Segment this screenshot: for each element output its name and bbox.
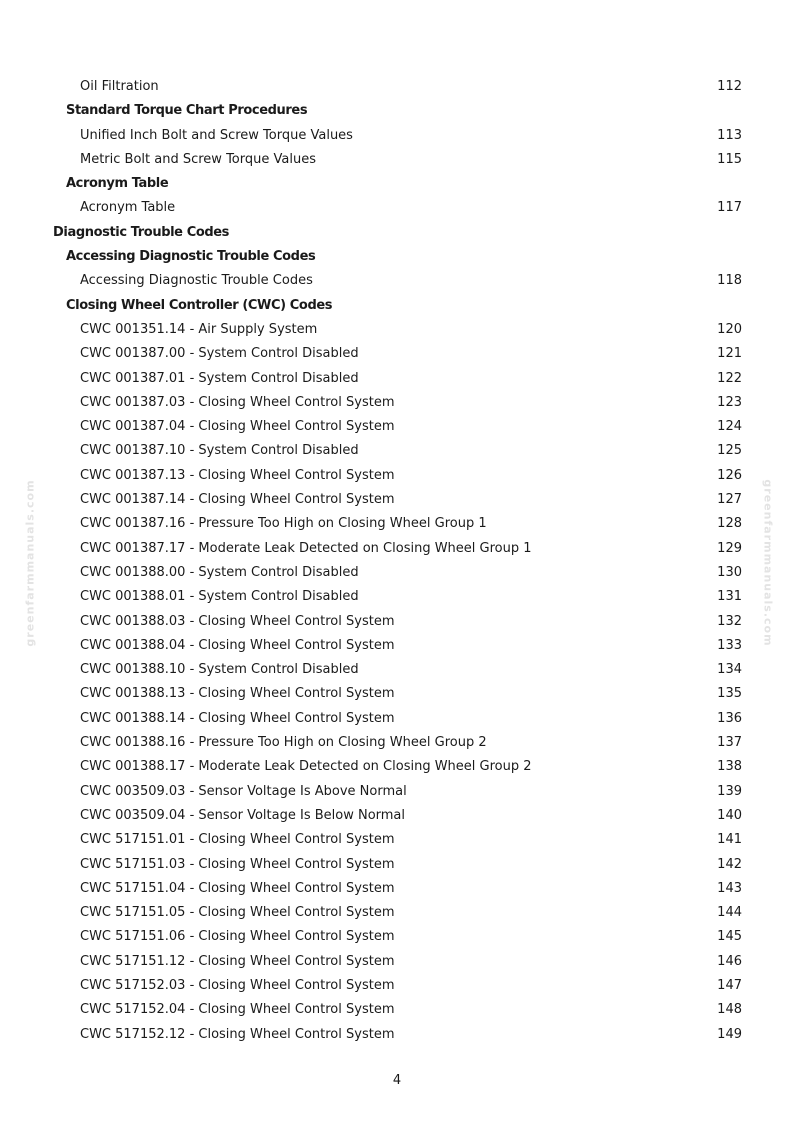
toc-entry[interactable] — [0, 755, 794, 779]
toc-entry-label: CWC 001387.04 - Closing Wheel Control System — [80, 419, 395, 435]
page-number: 4 — [392, 1073, 402, 1088]
toc-entry[interactable] — [0, 901, 794, 925]
toc-entry-label: CWC 001388.04 - Closing Wheel Control System — [80, 637, 395, 653]
toc-entry-label: CWC 517151.05 - Closing Wheel Control System — [80, 905, 395, 921]
toc-entry-page: 135 — [717, 686, 742, 702]
toc-entry-page: 139 — [717, 783, 742, 799]
toc-entry-label: Unified Inch Bolt and Screw Torque Values — [80, 127, 353, 143]
toc-entry[interactable] — [0, 342, 794, 366]
toc-entry-page: 123 — [717, 394, 742, 410]
toc-entry-page: 130 — [717, 564, 742, 580]
toc-entry-label: CWC 517151.06 - Closing Wheel Control System — [80, 929, 395, 945]
toc-entry-label: Closing Wheel Controller (CWC) Codes — [66, 297, 333, 313]
toc-entry[interactable] — [0, 269, 794, 293]
toc-entry-label: CWC 517151.01 - Closing Wheel Control System — [80, 832, 395, 848]
toc-entry-label: CWC 001388.16 - Pressure Too High on Closing Wheel Group 2 — [80, 735, 487, 751]
toc-heading[interactable] — [0, 99, 794, 123]
toc-entry[interactable] — [0, 439, 794, 463]
toc-entry-label: CWC 003509.04 - Sensor Voltage Is Below Normal — [80, 807, 406, 823]
toc-entry-label: CWC 001388.14 - Closing Wheel Control System — [80, 710, 395, 726]
toc-entry-page: 113 — [717, 127, 742, 143]
toc-entry-page: 122 — [717, 370, 742, 386]
toc-entry-page: 141 — [717, 832, 742, 848]
watermark-left: greenfarmmanuals.com — [23, 479, 37, 647]
toc-entry-page: 126 — [717, 467, 742, 483]
toc-entry-page: 136 — [717, 710, 742, 726]
toc-entry[interactable] — [0, 877, 794, 901]
toc-entry[interactable] — [0, 707, 794, 731]
toc-entry[interactable] — [0, 1023, 794, 1047]
watermark-right: greenfarmmanuals.com — [761, 479, 775, 647]
toc-entry-label: CWC 001388.13 - Closing Wheel Control System — [80, 686, 395, 702]
toc-entry[interactable] — [0, 974, 794, 998]
toc-entry[interactable] — [0, 658, 794, 682]
toc-entry[interactable] — [0, 731, 794, 755]
toc-heading[interactable] — [0, 294, 794, 318]
toc-entry-page: 120 — [717, 321, 742, 337]
toc-entry[interactable] — [0, 367, 794, 391]
toc-entry[interactable] — [0, 148, 794, 172]
toc-entry[interactable] — [0, 537, 794, 561]
toc-entry[interactable] — [0, 780, 794, 804]
toc-entry-label: CWC 001387.16 - Pressure Too High on Closing Wheel Group 1 — [80, 516, 487, 532]
toc-heading[interactable] — [0, 172, 794, 196]
toc-entry-page: 133 — [717, 637, 742, 653]
toc-entry-page: 147 — [717, 977, 742, 993]
toc-entry-label: CWC 517151.12 - Closing Wheel Control System — [80, 953, 395, 969]
toc-entry-page: 129 — [717, 540, 742, 556]
toc-entry-page: 127 — [717, 492, 742, 508]
toc-entry-label: Metric Bolt and Screw Torque Values — [80, 151, 316, 167]
toc-entry-page: 145 — [717, 929, 742, 945]
toc-entry[interactable] — [0, 561, 794, 585]
toc-entry-page: 124 — [717, 419, 742, 435]
toc-entry-page: 121 — [717, 346, 742, 362]
toc-entry-label: CWC 001387.01 - System Control Disabled — [80, 370, 359, 386]
toc-entry[interactable] — [0, 925, 794, 949]
toc-entry-label: CWC 001387.00 - System Control Disabled — [80, 346, 359, 362]
toc-entry[interactable] — [0, 804, 794, 828]
toc-entry-label: CWC 517152.12 - Closing Wheel Control System — [80, 1026, 395, 1042]
toc-entry-label: CWC 001388.00 - System Control Disabled — [80, 564, 359, 580]
toc-entry-page: 148 — [717, 1002, 742, 1018]
toc-entry[interactable] — [0, 415, 794, 439]
toc-entry-page: 112 — [717, 79, 742, 94]
toc-entry-page: 134 — [717, 662, 742, 678]
toc-entry-label: Accessing Diagnostic Trouble Codes — [66, 249, 316, 265]
toc-entry[interactable] — [0, 634, 794, 658]
toc-entry[interactable] — [0, 488, 794, 512]
toc-entry-page: 137 — [717, 735, 742, 751]
toc-entry[interactable] — [0, 853, 794, 877]
toc-entry[interactable] — [0, 950, 794, 974]
toc-entry-page: 117 — [717, 200, 742, 216]
toc-entry-label: CWC 001387.13 - Closing Wheel Control System — [80, 467, 395, 483]
toc-entry-page: 138 — [717, 759, 742, 775]
toc-entry-label: CWC 517151.04 - Closing Wheel Control System — [80, 880, 395, 896]
toc-entry[interactable] — [0, 196, 794, 220]
toc-entry-label: CWC 517151.03 - Closing Wheel Control System — [80, 856, 395, 872]
toc-entry-label: CWC 001388.01 - System Control Disabled — [80, 589, 359, 605]
toc-entry-page: 115 — [717, 151, 742, 167]
toc-entry-page: 118 — [717, 273, 742, 289]
table-of-contents — [0, 75, 794, 1047]
toc-entry[interactable] — [0, 391, 794, 415]
toc-entry-label: Standard Torque Chart Procedures — [66, 103, 308, 119]
toc-entry-page: 125 — [717, 443, 742, 459]
toc-entry-page: 140 — [717, 807, 742, 823]
toc-entry-label: CWC 001388.17 - Moderate Leak Detected on Closing Wheel Group 2 — [80, 759, 532, 775]
toc-entry[interactable] — [0, 585, 794, 609]
toc-entry-label: Accessing Diagnostic Trouble Codes — [80, 273, 313, 289]
toc-entry[interactable] — [0, 75, 794, 99]
toc-entry-label: Oil Filtration — [80, 79, 159, 94]
toc-entry-label: CWC 001387.10 - System Control Disabled — [80, 443, 359, 459]
toc-entry[interactable] — [0, 512, 794, 536]
toc-entry-label: CWC 001388.10 - System Control Disabled — [80, 662, 359, 678]
toc-entry-label: CWC 003509.03 - Sensor Voltage Is Above Normal — [80, 783, 407, 799]
toc-entry-page: 131 — [717, 589, 742, 605]
toc-heading[interactable] — [0, 221, 794, 245]
toc-heading[interactable] — [0, 245, 794, 269]
toc-entry-label: CWC 001387.17 - Moderate Leak Detected on Closing Wheel Group 1 — [80, 540, 532, 556]
toc-entry-page: 146 — [717, 953, 742, 969]
toc-entry[interactable] — [0, 318, 794, 342]
toc-entry[interactable] — [0, 998, 794, 1022]
toc-entry-label: Acronym Table — [80, 200, 176, 216]
toc-entry-page: 149 — [717, 1026, 742, 1042]
toc-entry-page: 128 — [717, 516, 742, 532]
toc-entry-page: 143 — [717, 880, 742, 896]
toc-entry[interactable] — [0, 682, 794, 706]
toc-entry-page: 142 — [717, 856, 742, 872]
toc-entry[interactable] — [0, 828, 794, 852]
toc-entry-page: 132 — [717, 613, 742, 629]
toc-entry-page: 144 — [717, 905, 742, 921]
toc-entry[interactable] — [0, 610, 794, 634]
toc-entry[interactable] — [0, 124, 794, 148]
toc-entry-label: CWC 517152.04 - Closing Wheel Control System — [80, 1002, 395, 1018]
toc-entry-label: CWC 001351.14 - Air Supply System — [80, 321, 318, 337]
toc-entry-label: Diagnostic Trouble Codes — [53, 224, 230, 240]
toc-entry-label: CWC 001387.14 - Closing Wheel Control System — [80, 492, 395, 508]
toc-entry-label: CWC 517152.03 - Closing Wheel Control System — [80, 977, 395, 993]
toc-entry[interactable] — [0, 464, 794, 488]
toc-entry-label: CWC 001387.03 - Closing Wheel Control System — [80, 394, 395, 410]
toc-entry-label: CWC 001388.03 - Closing Wheel Control System — [80, 613, 395, 629]
toc-entry-label: Acronym Table — [66, 176, 169, 192]
